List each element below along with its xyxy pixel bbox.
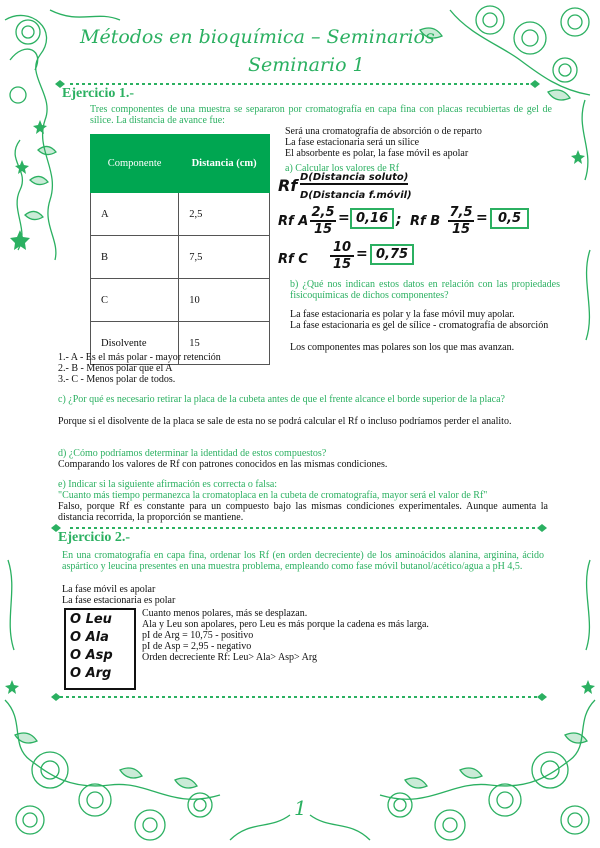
list-item: 1.- A - Es el más polar - mayor retención <box>58 352 221 363</box>
page-subtitle: Seminario 1 <box>248 54 365 76</box>
column-header-componente: Componente <box>91 135 179 193</box>
table-row <box>91 193 270 236</box>
answer-b-line-2: La fase estacionaria es gel de sílice - cromatografía de absorción <box>290 320 549 331</box>
answer-b-line-3: Los componentes mas polares son los que mas avanzan. <box>290 342 515 353</box>
table-cell: 7,5 <box>179 236 270 279</box>
question-a: a) Calcular los valores de Rf <box>285 163 400 174</box>
handwritten-rfa-numerator: 2,5 <box>311 205 335 220</box>
list-item: 2.- B - Menos polar que el A <box>58 363 173 374</box>
table-cell: 10 <box>179 279 270 322</box>
column-header-distancia: Distancia (cm) <box>179 135 270 193</box>
table-row <box>91 279 270 322</box>
handwritten-rfb-result: 0,5 <box>490 208 529 229</box>
page-title: Métodos en bioquímica – Seminarios <box>80 26 435 48</box>
reasoning-line-4: pI de Asp = 2,95 - negativo <box>142 641 252 652</box>
table-cell: B <box>91 236 179 279</box>
question-b: b) ¿Qué nos indican estos datos en relación con las propiedades fisicoquímicas de dichos componentes? <box>290 279 560 301</box>
table-cell: 2,5 <box>179 193 270 236</box>
tlc-spot-label: O Asp <box>70 648 113 663</box>
tlc-spot-label: O Leu <box>70 612 112 627</box>
table-cell: A <box>91 193 179 236</box>
answer-b-line-1: La fase estacionaria es polar y la fase móvil muy apolar. <box>290 309 515 320</box>
handwritten-rf-denominator: D(Distancia f.móvil) <box>300 190 412 201</box>
table-row <box>91 236 270 279</box>
exercise-2-note-2: La fase estacionaria es polar <box>62 595 176 606</box>
question-c: c) ¿Por qué es necesario retirar la placa de la cubeta antes de que el frente alcance el borde superior de la placa? <box>58 394 505 405</box>
exercise-1-heading: Ejercicio 1.- <box>62 86 135 101</box>
question-e-line-1: e) Indicar si la siguiente afirmación es correcta o falsa: <box>58 479 278 490</box>
page-number: 1 <box>294 796 307 820</box>
note-line-1: Será una cromatografía de absorción o de reparto <box>285 126 482 137</box>
reasoning-line-1: Cuanto menos polares, más se desplazan. <box>142 608 308 619</box>
reasoning-line-3: pI de Arg = 10,75 - positivo <box>142 630 254 641</box>
handwritten-rfc-denominator: 15 <box>332 257 352 272</box>
question-d: d) ¿Cómo podríamos determinar la identidad de estos compuestos? <box>58 448 327 459</box>
exercise-2-intro: En una cromatografía en capa fina, ordenar los Rf (en orden decreciente) de los aminoácidos alanina, arginina, ácido aspártico y leucina presentes en una muestra problema, empleando como fase móvil butanol/acético/agua a pH 4,5. <box>62 550 544 572</box>
exercise-2-heading: Ejercicio 2.- <box>58 530 131 545</box>
handwritten-rfc-numerator: 10 <box>330 240 354 257</box>
tlc-spot-label: O Arg <box>70 666 112 681</box>
handwritten-rfa-label: Rf A <box>278 214 309 229</box>
handwritten-rfc-label: Rf C <box>278 252 308 267</box>
tlc-spot-label: O Ala <box>70 630 109 645</box>
list-item: 3.- C - Menos polar de todos. <box>58 374 176 385</box>
reasoning-line-5: Orden decreciente Rf: Leu> Ala> Asp> Arg <box>142 652 318 663</box>
table-cell: Disolvente <box>91 322 179 365</box>
reasoning-line-2: Ala y Leu son apolares, pero Leu es más porque la cadena es más larga. <box>142 619 429 630</box>
table-cell: 15 <box>179 322 270 365</box>
handwritten-rfb-denominator: 15 <box>451 222 471 237</box>
handwritten-rf-label: Rf <box>278 176 298 195</box>
question-e-line-2: "Cuanto más tiempo permanezca la cromatoplaca en la cubeta de cromatografía, mayor será el valor de Rf" <box>58 490 488 501</box>
note-line-2: La fase estacionaria será un sílice <box>285 137 420 148</box>
answer-d: Comparando los valores de Rf con patrones conocidos en las mismas condiciones. <box>58 459 388 470</box>
table-cell: C <box>91 279 179 322</box>
note-line-3: El absorbente es polar, la fase móvil es apolar <box>285 148 469 159</box>
table-header-row <box>91 135 270 193</box>
exercise-2-note-1: La fase móvil es apolar <box>62 584 156 595</box>
tlc-plate-sketch <box>64 608 136 690</box>
handwritten-rfc-result: 0,75 <box>370 244 414 265</box>
handwritten-rfb-numerator: 7,5 <box>449 205 473 220</box>
handwritten-rfa-result: 0,16 <box>350 208 394 229</box>
exercise-1-intro: Tres componentes de una muestra se separaron por cromatografía en capa fina con placas recubiertas de gel de sílice. La distancia de avance fue: <box>90 104 552 126</box>
answer-e: Falso, porque Rf es constante para un compuesto bajo las mismas condiciones experimentales. Aunque aumenta la distancia recorrida, la proporción se mantiene. <box>58 501 548 523</box>
components-table <box>90 134 270 365</box>
handwritten-rf-numerator: D(Distancia soluto) <box>300 172 409 183</box>
handwritten-rfb-label: Rf B <box>410 214 441 229</box>
answer-c: Porque si el disolvente de la placa se sale de esta no se podrá calcular el Rf o incluso podríamos perder el analito. <box>58 416 512 427</box>
handwritten-rfa-denominator: 15 <box>313 222 333 237</box>
